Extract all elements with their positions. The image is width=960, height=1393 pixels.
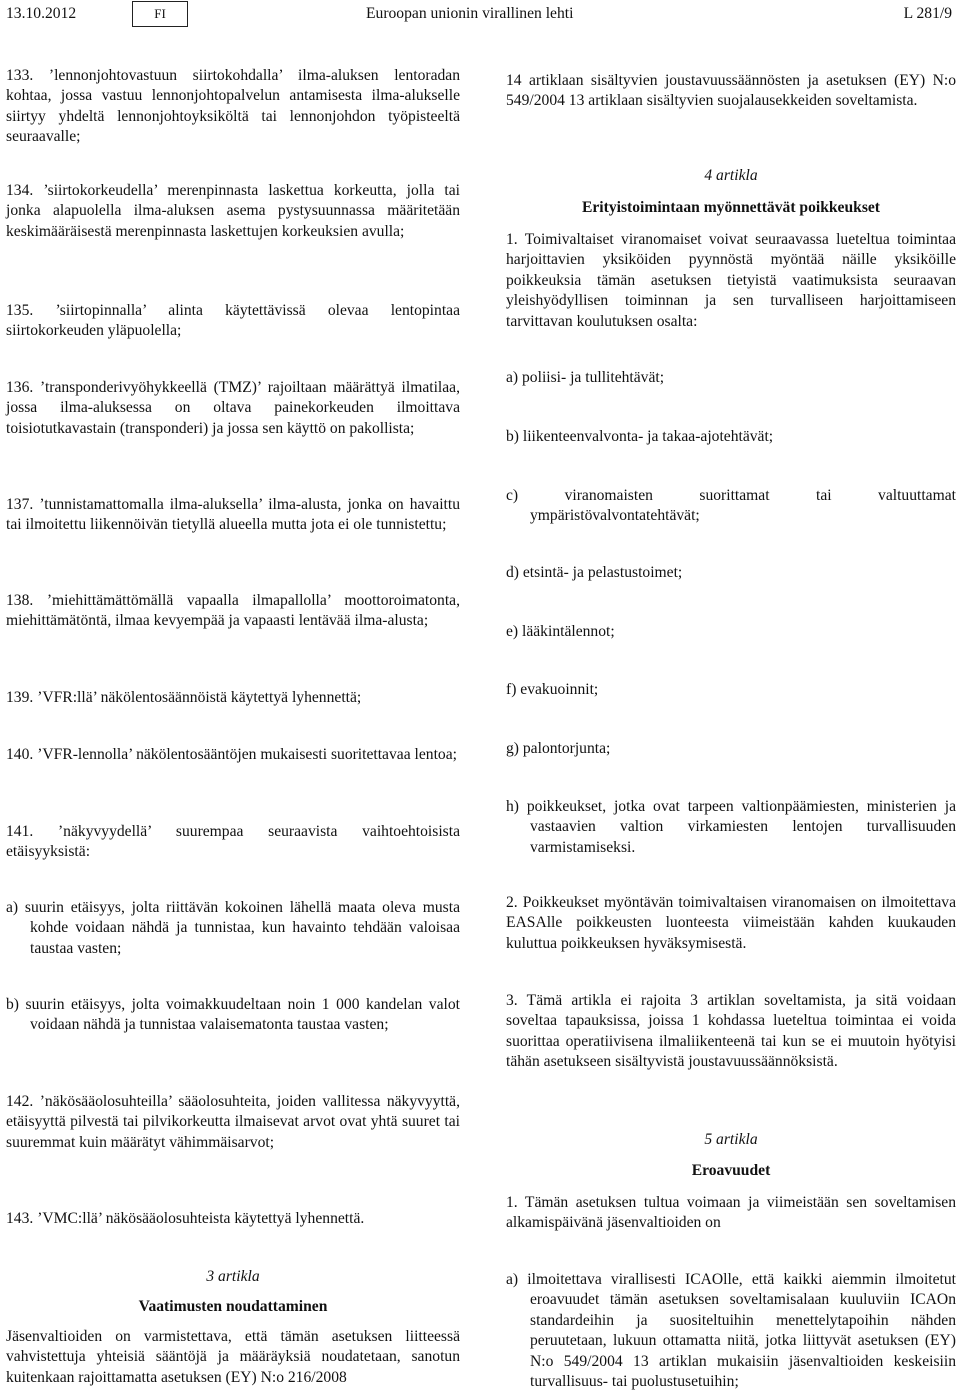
article-5-title: Eroavuudet	[691, 1162, 771, 1179]
list-item-e: e) lääkintälennot;	[506, 623, 615, 640]
list-item-c: c) viranomaisten suorittamat tai valtuuttamat ympäristövalvontatehtävät;	[506, 487, 956, 525]
list-item-g: g) palontorjunta;	[506, 740, 611, 757]
article-4-paragraph-1: 1. Toimivaltaiset viranomaiset voivat seuraavassa lueteltua toimintaa harjoittavien yksiköiden pyynnöstä myöntää näille yksiköille poikkeuksia tämän asetuksen tietyistä vaatimuksista seuraavan yleishyödyllisen toiminnan ja sen turvalliseen harjoittamiseen tarvittavan koulutuksen osalta:	[506, 231, 956, 330]
definition-142: 142. ’näkösääolosuhteilla’ sääolosuhteita, joiden vallitessa näkyvyyttä, etäisyyttä pilvestä tai pilvikorkeutta ilmaisevat arvot ovat yhtä suuret tai suuremmat kuin määrätyt vähimmäisarvot;	[6, 1093, 460, 1151]
page-header	[0, 4, 960, 28]
article-5-item-a: a) ilmoitettava virallisesti ICAOlle, että kaikki aiemmin ilmoitetut eroavuudet tämän asetuksen soveltamisalaan kuuluviin ICAOn standardeihin ja suositeltuihin menettelytapoihin nähden peruutetaan, lukuun ottamatta niitä, jotka liittyvät asetuksen (EY) N:o 549/2004 13 artiklan mukaisiin jäsenvaltioiden keskeisiin turvallisuus- tai puolustusetuihin;	[506, 1271, 956, 1391]
article-5-number: 5 artikla	[704, 1131, 758, 1148]
definition-133: 133. ’lennonjohtovastuun siirtokohdalla’ ilma-aluksen lentoradan kohtaa, jossa vastuu lennonjohtopalvelun antamisesta ilma-alukselle siirtyy yhdeltä lennonjohtoyksiköltä tai lennonjohdon työpisteeltä seuraavalle;	[6, 67, 460, 146]
article-4-title: Erityistoimintaan myönnettävät poikkeukset	[581, 199, 881, 216]
list-item-f: f) evakuoinnit;	[506, 681, 599, 698]
definition-141-b: b) suurin etäisyys, jolta voimakkuudeltaan noin 1 000 kandelan valot voidaan nähdä ja tunnistaa valaisematonta taustaa vasten;	[6, 996, 460, 1034]
definition-135: 135. ’siirtopinnalla’ alinta käytettävissä olevaa lentopintaa siirtokorkeuden yläpuolella;	[6, 302, 460, 340]
journal-title: Euroopan unionin virallinen lehti	[366, 5, 574, 22]
definition-141: 141. ’näkyvyydellä’ suurempaa seuraavista vaihtoehtoisista etäisyyksistä:	[6, 823, 460, 861]
definition-134: 134. ’siirtokorkeudella’ merenpinnasta laskettua korkeutta, jolla tai jonka alapuolella ilma-aluksen asema pystysuunnassa määritetään keskimääräisestä merenpinnasta laskettujen korkeuksien avulla;	[6, 182, 460, 240]
definition-141-a: a) suurin etäisyys, jolta riittävän kokoinen lähellä maata oleva musta kohde voidaan nähdä ja tunnistaa, kun havainto tehdään valoisaa taustaa vasten;	[6, 899, 460, 957]
list-item-a: a) poliisi- ja tullitehtävät;	[506, 369, 665, 386]
definition-137: 137. ’tunnistamattomalla ilma-aluksella’ ilma-alusta, jonka on havaittu tai ilmoitettu liikennöivän tietyllä alueella mutta jota ei ole tunnistettu;	[6, 496, 460, 534]
definition-136: 136. ’transponderivyöhykkeellä (TMZ)’ rajoiltaan määrättyä ilmatilaa, jossa ilma-aluksessa on oltava painekorkeuden ilmoittava toisiotutkavastain (transponderi) ja jossa sen käyttö on pakollista;	[6, 379, 460, 437]
continuation-text: 14 artiklaan sisältyvien joustavuussäännösten ja asetuksen (EY) N:o 549/2004 13 artiklaan sisältyvien suojalausekkeiden soveltamista.	[506, 72, 956, 110]
article-4-number: 4 artikla	[704, 167, 758, 184]
article-3-text: Jäsenvaltioiden on varmistettava, että tämän asetuksen liitteessä vahvistettuja yhteisiä sääntöjä ja määräyksiä noudatetaan, sanotun kuitenkaan rajoittamatta asetuksen (EY) N:o 216/2008	[6, 1328, 460, 1386]
article-4-paragraph-2: 2. Poikkeukset myöntävän toimivaltaisen viranomaisen on ilmoitettava EASAlle poikkeusten luonteesta viimeistään kahden kuukauden kuluttua poikkeuksen hyväksymisestä.	[506, 894, 956, 952]
list-item-h: h) poikkeukset, jotka ovat tarpeen valtionpäämiesten, ministerien ja vastaavien valtion virkamiesten lentojen turvallisuuden varmistamiseksi.	[506, 798, 956, 856]
definition-143: 143. ’VMC:llä’ näkösääolosuhteista käytettyä lyhennettä.	[6, 1210, 365, 1227]
publication-date: 13.10.2012	[6, 5, 77, 22]
definition-140: 140. ’VFR-lennolla’ näkölentosääntöjen mukaisesti suoritettavaa lentoa;	[6, 746, 457, 763]
article-4-paragraph-3: 3. Tämä artikla ei rajoita 3 artiklan soveltamista, ja sitä voidaan soveltaa tapauksissa, joissa 1 kohdassa lueteltua toimintaa ei voida suorittaa operatiivisena ilmaliikenteenä tai kun se ei muutoin hyötyisi tähän asetukseen sisältyvistä joustavuussäännöksistä.	[506, 992, 956, 1071]
definition-138: 138. ’miehittämättömällä vapaalla ilmapallolla’ moottoroimatonta, miehittämätöntä, ilmaa kevyempää ja vapaasti lentävää ilma-alusta;	[6, 592, 460, 630]
list-item-b: b) liikenteenvalvonta- ja takaa-ajotehtävät;	[506, 428, 774, 445]
language-box: FI	[132, 1, 188, 27]
page-reference: L 281/9	[903, 5, 952, 22]
list-item-d: d) etsintä- ja pelastustoimet;	[506, 564, 683, 581]
article-5-paragraph-1: 1. Tämän asetuksen tultua voimaan ja viimeistään sen soveltamisen alkamispäivänä jäsenvaltioiden on	[506, 1194, 956, 1232]
article-3-number: 3 artikla	[206, 1268, 260, 1285]
definition-139: 139. ’VFR:llä’ näkölentosäännöistä käytettyä lyhennettä;	[6, 689, 362, 706]
article-3-title: Vaatimusten noudattaminen	[138, 1298, 328, 1315]
